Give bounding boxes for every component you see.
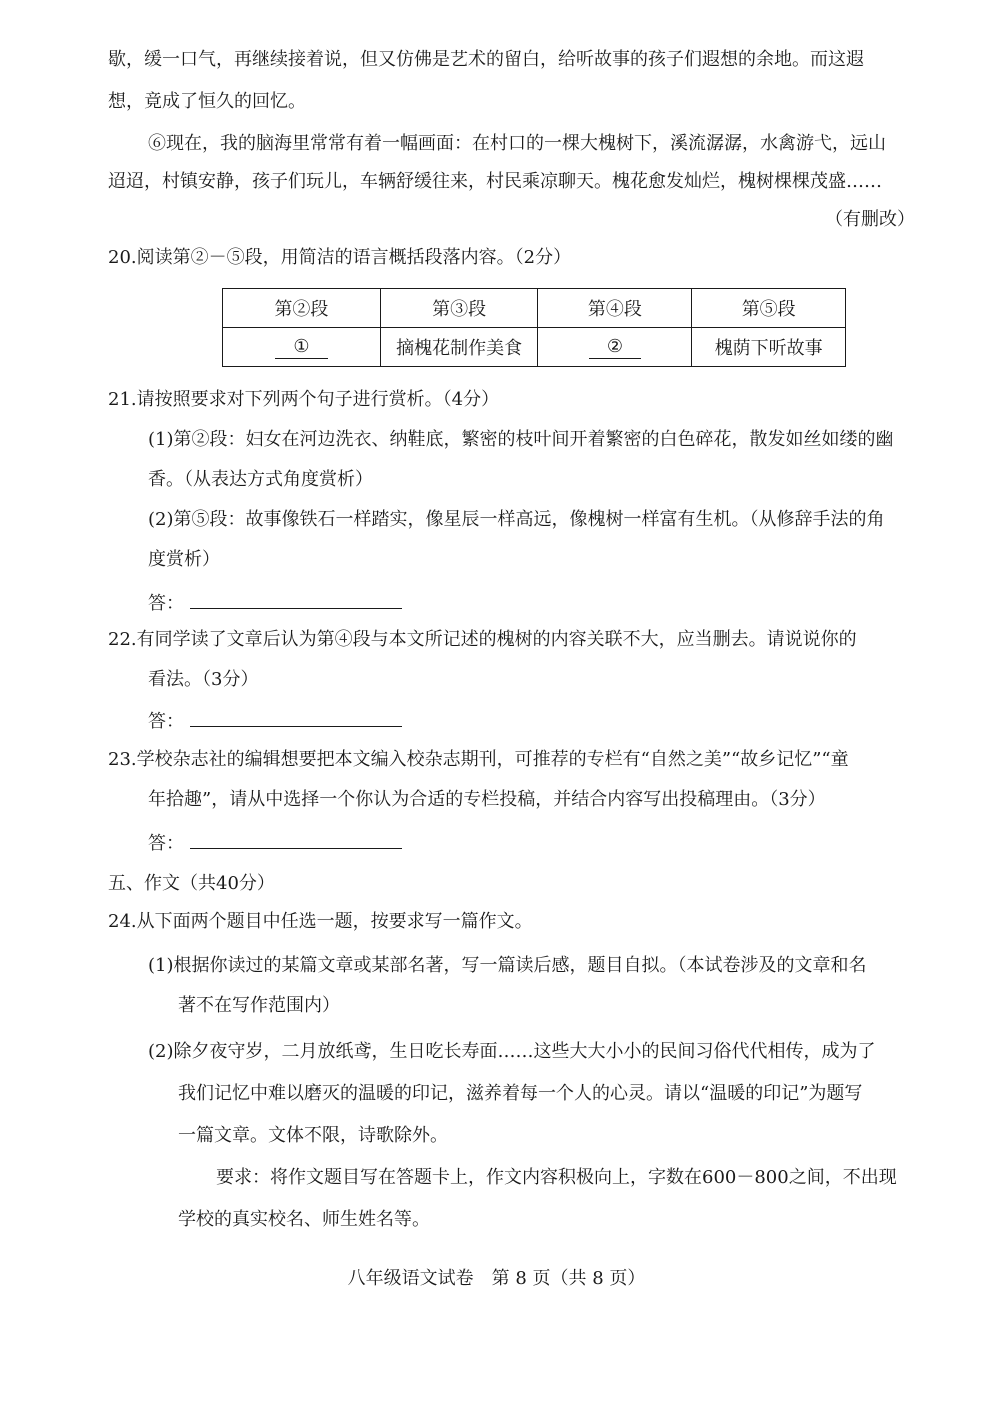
requirements-cont: 学校的真实校名、师生姓名等。: [178, 1209, 430, 1230]
paragraph-summary-table: [222, 288, 846, 367]
question-23-cont: 年拾趣”，请从中选择一个你认为合适的专栏投稿，并结合内容写出投稿理由。（3分）: [148, 789, 826, 810]
topic-2-cont: 我们记忆中难以磨灭的温暖的印记，滋养着每一个人的心灵。请以“温暖的印记”为题写: [178, 1083, 863, 1104]
answer-blank-2[interactable]: ②: [589, 336, 641, 359]
answer-label: 答：: [148, 711, 184, 732]
question-23: 23.学校杂志社的编辑想要把本文编入校杂志期刊，可推荐的专栏有“自然之美”“故乡记忆”“童: [108, 749, 849, 770]
q21-answer-line: [148, 590, 402, 616]
topic-1: (1)根据你读过的某篇文章或某部名著，写一篇读后感，题目自拟。（本试卷涉及的文章和名: [148, 955, 867, 976]
topic-1-cont: 著不在写作范围内）: [178, 995, 340, 1016]
q22-answer-line: [148, 708, 402, 734]
table-header: 第③段: [380, 289, 538, 328]
question-20: 20.阅读第②－⑤段，用简洁的语言概括段落内容。（2分）: [108, 247, 572, 268]
question-22-cont: 看法。（3分）: [148, 669, 259, 690]
q21-sentence-2: (2)第⑤段：故事像铁石一样踏实，像星辰一样高远，像槐树一样富有生机。（从修辞手法的角: [148, 509, 885, 530]
table-cell: [538, 328, 692, 367]
q21-sentence-1-cont: 香。（从表达方式角度赏析）: [148, 469, 373, 490]
requirements: 要求：将作文题目写在答题卡上，作文内容积极向上，字数在600－800之间，不出现: [216, 1167, 897, 1188]
q21-sentence-2-cont: 度赏析）: [148, 549, 220, 570]
answer-blank-1[interactable]: ①: [275, 336, 327, 359]
table-header-row: [223, 289, 846, 328]
topic-2-cont: 一篇文章。文体不限，诗歌除外。: [178, 1125, 448, 1146]
topic-2: (2)除夕夜守岁，二月放纸鸢，生日吃长寿面……这些大大小小的民间习俗代代相传，成为了: [148, 1041, 876, 1062]
passage-line: 想，竟成了恒久的回忆。: [108, 91, 306, 112]
question-22: 22.有同学读了文章后认为第④段与本文所记述的槐树的内容关联不大，应当删去。请说说你的: [108, 629, 857, 650]
answer-blank[interactable]: [190, 708, 402, 727]
q21-sentence-1: (1)第②段：妇女在河边洗衣、纳鞋底，繁密的枝叶间开着繁密的白色碎花，散发如丝如缕的幽: [148, 429, 894, 450]
section-5-title: 五、作文（共40分）: [108, 873, 275, 894]
q23-answer-line: [148, 830, 402, 856]
table-row: [223, 328, 846, 367]
answer-label: 答：: [148, 833, 184, 854]
answer-label: 答：: [148, 593, 184, 614]
question-24: 24.从下面两个题目中任选一题，按要求写一篇作文。: [108, 911, 533, 932]
question-21: 21.请按照要求对下列两个句子进行赏析。（4分）: [108, 389, 500, 410]
table-header: 第⑤段: [692, 289, 846, 328]
page-footer: 八年级语文试卷 第 8 页（共 8 页）: [347, 1268, 646, 1289]
answer-blank[interactable]: [190, 590, 402, 609]
table-header: 第②段: [223, 289, 381, 328]
passage-line: 歇，缓一口气，再继续接着说，但又仿佛是艺术的留白，给听故事的孩子们遐想的余地。而这遐: [108, 49, 864, 70]
table-cell: 槐荫下听故事: [692, 328, 846, 367]
answer-blank[interactable]: [190, 830, 402, 849]
passage-paragraph-6: ⑥现在，我的脑海里常常有着一幅画面：在村口的一棵大槐树下，溪流潺潺，水禽游弋，远山: [148, 133, 886, 154]
source-note: （有删改）: [825, 209, 915, 230]
passage-line: 迢迢，村镇安静，孩子们玩儿，车辆舒缓往来，村民乘凉聊天。槐花愈发灿烂，槐树棵棵茂盛……: [108, 171, 882, 192]
table-cell: 摘槐花制作美食: [380, 328, 538, 367]
table-header: 第④段: [538, 289, 692, 328]
table-cell: [223, 328, 381, 367]
